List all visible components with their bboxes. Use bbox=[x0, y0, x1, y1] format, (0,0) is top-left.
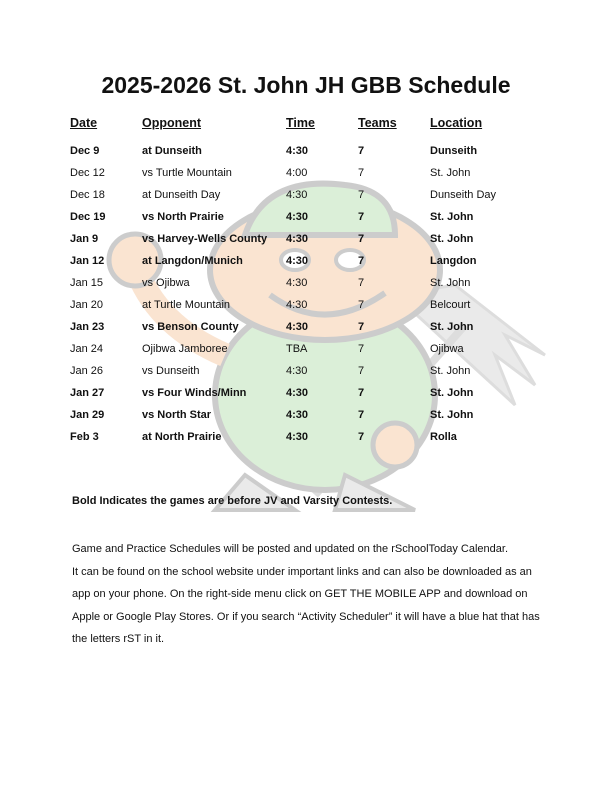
cell-location: St. John bbox=[430, 211, 474, 223]
cell-time: 4:30 bbox=[286, 431, 309, 443]
cell-opponent: vs Four Winds/Minn bbox=[142, 387, 247, 399]
cell-location: St. John bbox=[430, 167, 471, 179]
cell-date: Jan 24 bbox=[70, 343, 104, 355]
table-row bbox=[70, 338, 570, 360]
cell-time: 4:30 bbox=[286, 409, 309, 421]
header-teams: Teams bbox=[358, 116, 397, 130]
table-row bbox=[70, 382, 570, 404]
info-paragraph-calendar: Game and Practice Schedules will be posted and updated on the rSchoolToday Calendar. bbox=[72, 543, 509, 555]
cell-date: Dec 12 bbox=[70, 167, 105, 179]
bold-note: Bold Indicates the games are before JV and Varsity Contests. bbox=[72, 495, 393, 507]
cell-date: Jan 23 bbox=[70, 321, 105, 333]
cell-time: TBA bbox=[286, 343, 308, 355]
info-block bbox=[72, 538, 552, 651]
cell-time: 4:30 bbox=[286, 321, 309, 333]
cell-location: Belcourt bbox=[430, 299, 471, 311]
cell-teams: 7 bbox=[358, 299, 365, 311]
cell-date: Jan 26 bbox=[70, 365, 104, 377]
cell-teams: 7 bbox=[358, 365, 365, 377]
cell-date: Dec 18 bbox=[70, 189, 105, 201]
cell-teams: 7 bbox=[358, 255, 365, 267]
table-row bbox=[70, 272, 570, 294]
cell-location: Dunseith Day bbox=[430, 189, 497, 201]
cell-location: St. John bbox=[430, 387, 474, 399]
info-paragraph-app: It can be found on the school website under important links and can also be downloaded as an app on your phone. On the right-side menu click on GET THE MOBILE APP and download on Apple or Google Play Stores. Or if you search “Activity Scheduler” it will have a blue hat that has the letters rST in it. bbox=[72, 565, 540, 645]
header-time: Time bbox=[286, 116, 315, 130]
cell-date: Feb 3 bbox=[70, 431, 99, 443]
table-row bbox=[70, 294, 570, 316]
cell-location: Ojibwa bbox=[430, 343, 464, 355]
page-title: 2025-2026 St. John JH GBB Schedule bbox=[101, 72, 511, 98]
cell-opponent: vs Benson County bbox=[142, 321, 239, 333]
cell-time: 4:30 bbox=[286, 145, 309, 157]
cell-location: Langdon bbox=[430, 255, 477, 267]
cell-date: Dec 19 bbox=[70, 211, 106, 223]
cell-teams: 7 bbox=[358, 387, 365, 399]
cell-time: 4:30 bbox=[286, 189, 308, 201]
cell-date: Jan 15 bbox=[70, 277, 104, 289]
cell-opponent: Ojibwa Jamboree bbox=[142, 343, 228, 355]
table-row bbox=[70, 184, 570, 206]
cell-location: St. John bbox=[430, 365, 471, 377]
schedule-table bbox=[70, 116, 570, 448]
cell-time: 4:30 bbox=[286, 255, 309, 267]
table-row bbox=[70, 162, 570, 184]
cell-teams: 7 bbox=[358, 409, 365, 421]
cell-time: 4:30 bbox=[286, 387, 309, 399]
cell-time: 4:30 bbox=[286, 211, 309, 223]
cell-opponent: vs Ojibwa bbox=[142, 277, 190, 289]
cell-teams: 7 bbox=[358, 277, 365, 289]
table-row bbox=[70, 316, 570, 338]
cell-teams: 7 bbox=[358, 343, 365, 355]
cell-opponent: vs North Prairie bbox=[142, 211, 224, 223]
cell-location: St. John bbox=[430, 409, 474, 421]
table-row bbox=[70, 404, 570, 426]
table-row bbox=[70, 426, 570, 448]
cell-time: 4:30 bbox=[286, 233, 309, 245]
cell-location: St. John bbox=[430, 321, 474, 333]
header-date: Date bbox=[70, 116, 98, 130]
cell-location: Dunseith bbox=[430, 145, 478, 157]
cell-opponent: vs North Star bbox=[142, 409, 212, 421]
header-opponent: Opponent bbox=[142, 116, 202, 130]
cell-date: Dec 9 bbox=[70, 145, 100, 157]
header-location: Location bbox=[430, 116, 483, 130]
cell-location: Rolla bbox=[430, 431, 457, 443]
cell-date: Jan 9 bbox=[70, 233, 99, 245]
cell-opponent: at Langdon/Munich bbox=[142, 255, 243, 267]
cell-teams: 7 bbox=[358, 321, 365, 333]
cell-teams: 7 bbox=[358, 233, 365, 245]
cell-time: 4:30 bbox=[286, 299, 308, 311]
cell-teams: 7 bbox=[358, 211, 365, 223]
cell-location: St. John bbox=[430, 233, 474, 245]
table-row bbox=[70, 138, 570, 162]
cell-date: Jan 29 bbox=[70, 409, 105, 421]
cell-opponent: vs Turtle Mountain bbox=[142, 167, 232, 179]
cell-time: 4:30 bbox=[286, 365, 308, 377]
cell-date: Jan 20 bbox=[70, 299, 104, 311]
cell-date: Jan 27 bbox=[70, 387, 105, 399]
table-row bbox=[70, 206, 570, 228]
table-row bbox=[70, 228, 570, 250]
cell-opponent: at Dunseith bbox=[142, 145, 202, 157]
cell-teams: 7 bbox=[358, 145, 365, 157]
cell-time: 4:00 bbox=[286, 167, 308, 179]
cell-teams: 7 bbox=[358, 431, 365, 443]
cell-opponent: vs Dunseith bbox=[142, 365, 200, 377]
cell-teams: 7 bbox=[358, 189, 365, 201]
cell-time: 4:30 bbox=[286, 277, 308, 289]
cell-date: Jan 12 bbox=[70, 255, 105, 267]
table-row bbox=[70, 250, 570, 272]
table-row bbox=[70, 360, 570, 382]
table-header-row bbox=[70, 116, 570, 138]
cell-opponent: at Turtle Mountain bbox=[142, 299, 231, 311]
cell-location: St. John bbox=[430, 277, 471, 289]
cell-opponent: vs Harvey-Wells County bbox=[142, 233, 268, 245]
cell-opponent: at Dunseith Day bbox=[142, 189, 221, 201]
cell-teams: 7 bbox=[358, 167, 365, 179]
cell-opponent: at North Prairie bbox=[142, 431, 222, 443]
